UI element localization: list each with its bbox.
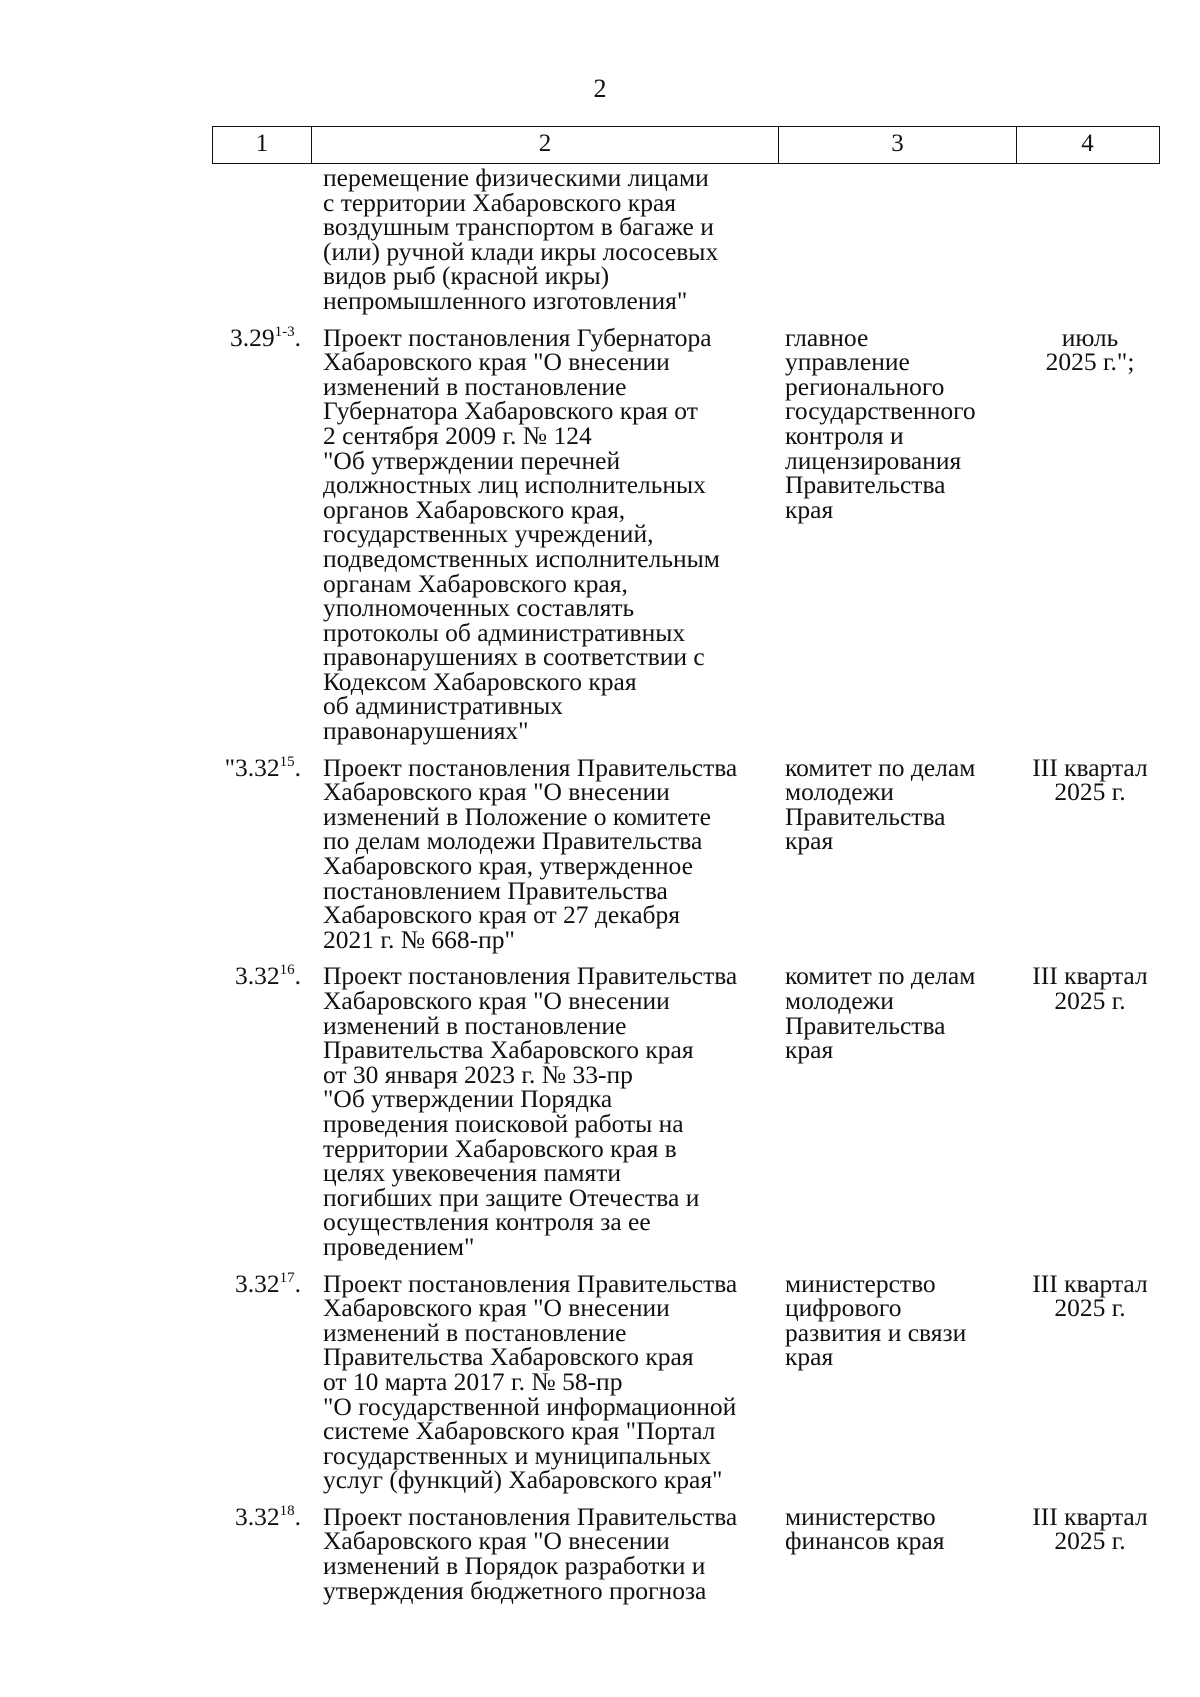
table-row [0, 752, 1200, 954]
table-header [212, 126, 1160, 164]
row-number: 3.32$^{18}$. [235, 1501, 301, 1531]
row-description: Проект постановления Правительства Хабаровского края "О внесении изменений в постановление Правительства Хабаровского края от 10 марта 2017 г. № 58-пр "О государственной информационной системе Хабаровского края "Портал государственных и муниципальных услуг (функций) Хабаровского края" [323, 1268, 738, 1495]
row-responsible: комитет по делам молодежи Правительства края [785, 752, 976, 856]
row-deadline: июль 2025 г."; [1045, 322, 1135, 377]
row-deadline: III квартал 2025 г. [1032, 1501, 1148, 1556]
row-responsible: главное управление регионального государственного контроля и лицензирования Правительства края [785, 322, 976, 524]
header-col-4: 4 [1081, 130, 1094, 157]
row-deadline: III квартал 2025 г. [1032, 961, 1148, 1015]
row-number: 3.29$^{1-3}$. [230, 322, 301, 352]
header-col-1: 1 [213, 127, 312, 163]
row-description: Проект постановления Губернатора Хабаровского края "О внесении изменений в постановление Губернатора Хабаровского края от 2 сентября 2009 г. № 124 "Об утверждении перечней должностных лиц исполнительных органов Хабаровского края, государственных учреждений, подведомственных исполнительным органам Хабаровского края, уполномоченных составлять протоколы об административных правонарушениях в соответствии с Кодексом Хабаровского края об административных правонарушениях" [323, 322, 720, 746]
row-number: 3.32$^{17}$. [235, 1268, 301, 1298]
row-responsible: комитет по делам молодежи Правительства края [785, 961, 976, 1065]
row-deadline: III квартал 2025 г. [1032, 752, 1148, 807]
page-number: 2 [593, 74, 607, 103]
row-number: "3.32$^{15}$. [224, 752, 301, 782]
row-responsible: министерство цифрового развития и связи края [785, 1268, 967, 1372]
row-description: Проект постановления Правительства Хабаровского края "О внесении изменений в Порядок разработки и утверждения бюджетного прогноза [323, 1501, 738, 1605]
table-row [0, 1501, 1200, 1605]
table-row-continuation [0, 163, 1200, 315]
row-responsible [785, 166, 1015, 314]
header-col-3: 3 [779, 127, 1017, 163]
row-deadline [1015, 166, 1165, 314]
row-description: перемещение физическими лицами с территории Хабаровского края воздушным транспортом в багаже и (или) ручной клади икры лососевых видов рыб (красной икры) непромышленного изготовления" [323, 163, 719, 315]
row-number [0, 166, 315, 314]
row-responsible: министерство финансов края [785, 1501, 945, 1556]
table-row [0, 322, 1200, 746]
table-row [0, 1268, 1200, 1495]
header-col-2: 2 [312, 127, 779, 163]
table-body [0, 163, 1200, 1615]
row-deadline: III квартал 2025 г. [1032, 1268, 1148, 1323]
row-description: Проект постановления Правительства Хабаровского края "О внесении изменений в постановление Правительства Хабаровского края от 30 января 2023 г. № 33-пр "Об утверждении Порядка проведения поисковой работы на территории Хабаровского края в целях увековечения памяти погибших при защите Отечества и осуществления контроля за ее проведением" [323, 961, 738, 1261]
row-description: Проект постановления Правительства Хабаровского края "О внесении изменений в Положение о комитете по делам молодежи Правительства Хабаровского края, утвержденное постановлением Правительства Хабаровского края от 27 декабря 2021 г. № 668-пр" [323, 752, 738, 954]
row-number: 3.32$^{16}$. [235, 961, 301, 991]
table-row [0, 961, 1200, 1261]
